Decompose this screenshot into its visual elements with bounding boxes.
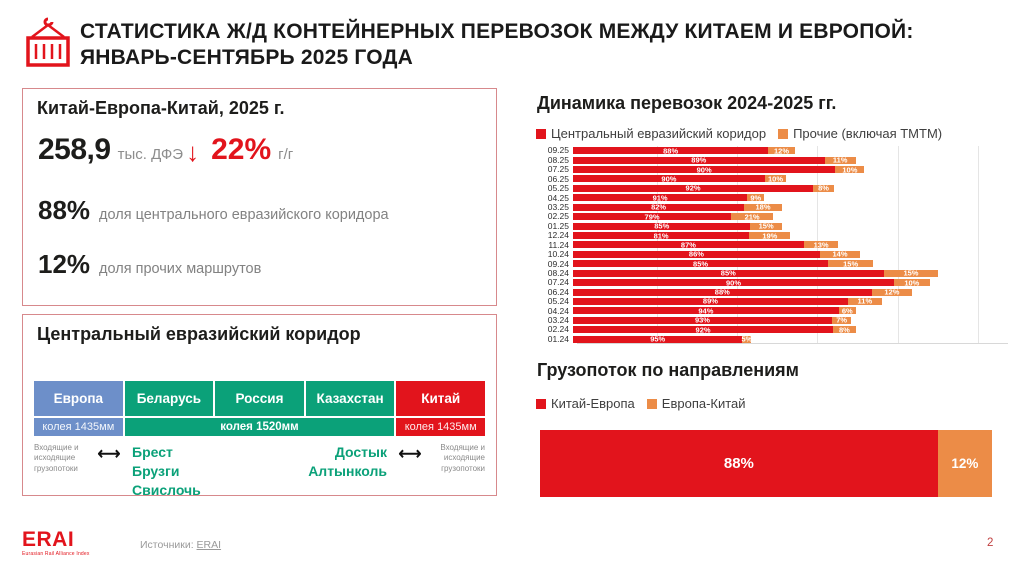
flows-note-right: Входящие и исходящие грузопотоки <box>440 443 485 473</box>
other-segment <box>804 241 838 248</box>
bar-track <box>573 317 1008 324</box>
bar-track <box>573 185 1008 192</box>
europe-china-segment <box>938 430 992 497</box>
dynamics-chart-row <box>537 250 1008 259</box>
other-segment <box>731 213 773 220</box>
other-segment-label: 12% <box>774 145 790 155</box>
month-label: 11.24 <box>548 239 569 250</box>
other-segment <box>833 326 856 333</box>
bar-track <box>573 194 1008 201</box>
corridor-segment-label: 79% <box>644 211 660 221</box>
other-segment <box>839 307 856 314</box>
erai-logo <box>22 529 90 557</box>
other-routes-share-value: 12% <box>38 249 91 279</box>
china-europe-segment <box>540 430 938 497</box>
bar-track <box>573 326 1008 333</box>
month-label: 04.25 <box>547 192 569 203</box>
other-segment-label: 9% <box>750 193 762 203</box>
month-label: 05.25 <box>547 183 569 194</box>
red-swatch-icon <box>536 399 546 409</box>
other-segment <box>894 279 930 286</box>
other-segment-label: 7% <box>836 315 848 325</box>
month-label: 10.24 <box>547 249 569 260</box>
other-segment <box>765 175 786 182</box>
corridor-segment <box>573 298 848 305</box>
month-label: 08.25 <box>547 154 569 165</box>
dynamics-chart-row <box>537 155 1008 164</box>
corridor-segment <box>573 213 731 220</box>
other-segment-label: 8% <box>839 324 850 334</box>
sources-link[interactable]: ERAI <box>196 539 222 551</box>
gauge-cell-1520: колея 1520мм <box>125 418 395 436</box>
summary-box <box>22 88 497 306</box>
summary-box-title: Китай-Европа-Китай, 2025 г. <box>37 98 285 118</box>
month-label: 02.25 <box>547 211 569 222</box>
stations-east: Достык Алтынколь <box>308 444 387 479</box>
page-title-line2: ЯНВАРЬ-СЕНТЯБРЬ 2025 ГОДА <box>80 46 414 69</box>
container-crane-icon <box>23 16 73 70</box>
corridor-segment <box>573 223 750 230</box>
other-segment-label: 8% <box>818 183 829 193</box>
bar-track <box>573 241 1008 248</box>
legend-label-other: Прочие (включая ТМТМ) <box>793 126 943 141</box>
other-segment <box>750 223 781 230</box>
china-europe-segment-label: 88% <box>723 455 754 472</box>
other-segment-label: 10% <box>904 277 920 287</box>
corridor-share-value: 88% <box>38 195 91 225</box>
legend-item-china-europe <box>536 396 635 411</box>
corridor-segment <box>573 251 820 258</box>
other-segment <box>820 251 860 258</box>
bar-track <box>573 147 1008 154</box>
bar-track <box>573 270 1008 277</box>
corridor-box-title: Центральный евразийский коридор <box>37 324 361 344</box>
corridor-segment-label: 89% <box>691 155 707 165</box>
europe-china-segment-label: 12% <box>951 456 979 471</box>
sources-label: Источники: <box>140 539 194 551</box>
corridor-segment-label: 85% <box>693 259 709 269</box>
orange-swatch-icon <box>647 399 657 409</box>
other-segment-label: 15% <box>758 221 774 231</box>
other-segment-label: 21% <box>744 211 760 221</box>
decrease-arrow-icon: ↓ <box>186 137 200 167</box>
month-label: 07.25 <box>547 164 569 175</box>
legend-label-china-europe: Китай-Европа <box>551 396 635 411</box>
dynamics-chart-title: Динамика перевозок 2024-2025 гг. <box>537 93 837 113</box>
country-cell-china: Китай <box>396 381 485 416</box>
dynamics-chart-row <box>537 146 1008 155</box>
dynamics-chart-row <box>537 334 1008 343</box>
corridor-segment <box>573 185 813 192</box>
stations-west: Брест Брузги Свислочь <box>132 444 201 498</box>
other-segment <box>848 298 882 305</box>
dynamics-chart <box>537 146 1008 344</box>
corridor-share-stat <box>38 195 389 226</box>
dynamics-chart-row <box>537 203 1008 212</box>
bar-track <box>573 289 1008 296</box>
other-segment <box>884 270 939 277</box>
month-label: 06.24 <box>547 286 569 297</box>
page-number: 2 <box>987 537 994 549</box>
other-segment <box>742 336 751 343</box>
other-segment <box>832 317 851 324</box>
corridor-segment <box>573 147 768 154</box>
other-segment-label: 11% <box>857 296 873 306</box>
sources-line <box>140 539 221 551</box>
corridor-segment <box>573 317 832 324</box>
volume-unit: тыс. ДФЭ <box>117 146 184 163</box>
dynamics-chart-row <box>537 231 1008 240</box>
month-label: 08.24 <box>547 267 569 278</box>
month-label: 01.25 <box>547 220 569 231</box>
country-cell-europe: Европа <box>34 381 123 416</box>
other-segment <box>835 166 864 173</box>
corridor-segment-label: 90% <box>696 164 712 174</box>
dynamics-chart-row <box>537 174 1008 183</box>
border-crossings-row <box>34 443 485 500</box>
directions-chart-title: Грузопоток по направлениям <box>537 360 799 380</box>
corridor-segment-label: 86% <box>688 249 704 259</box>
corridor-segment <box>573 166 835 173</box>
corridor-segment-label: 89% <box>702 296 718 306</box>
bar-track <box>573 251 1008 258</box>
bar-track <box>573 223 1008 230</box>
change-value: 22% <box>211 133 272 166</box>
gauge-cell-1435-left: колея 1435мм <box>34 418 123 436</box>
bar-track <box>573 175 1008 182</box>
other-segment <box>768 147 795 154</box>
other-segment-label: 18% <box>755 202 771 212</box>
bar-track <box>573 204 1008 211</box>
corridor-segment-label: 85% <box>720 268 736 278</box>
corridor-segment <box>573 232 749 239</box>
corridor-segment-label: 82% <box>651 202 667 212</box>
gauge-cell-1435-right: колея 1435мм <box>396 418 485 436</box>
month-label: 05.24 <box>547 296 569 307</box>
corridor-segment-label: 88% <box>663 145 679 155</box>
other-segment-label: 11% <box>832 155 848 165</box>
corridor-segment <box>573 289 872 296</box>
country-cell-kazakhstan: Казахстан <box>306 381 395 416</box>
corridor-segment <box>573 175 765 182</box>
corridor-segment-label: 81% <box>653 230 669 240</box>
month-label: 06.25 <box>547 173 569 184</box>
corridor-segment <box>573 279 894 286</box>
other-segment-label: 6% <box>841 306 853 316</box>
directions-legend <box>536 396 746 411</box>
other-segment-label: 12% <box>884 287 900 297</box>
bar-track <box>573 260 1008 267</box>
change-unit: г/г <box>278 146 294 163</box>
country-cell-belarus: Беларусь <box>125 381 214 416</box>
bar-track <box>573 157 1008 164</box>
corridor-segment-label: 87% <box>680 240 696 250</box>
month-label: 04.24 <box>547 305 569 316</box>
other-segment <box>825 157 856 164</box>
erai-logo-tagline: Eurasian Rail Alliance Index <box>22 551 90 557</box>
dynamics-legend <box>536 126 942 141</box>
dynamics-chart-row <box>537 325 1008 334</box>
month-label: 09.25 <box>547 145 569 156</box>
bar-track <box>573 279 1008 286</box>
other-segment-label: 15% <box>843 259 859 269</box>
dynamics-chart-row <box>537 306 1008 315</box>
dynamics-chart-row <box>537 184 1008 193</box>
legend-label-europe-china: Европа-Китай <box>661 396 746 411</box>
other-segment <box>813 185 834 192</box>
legend-item-other <box>778 126 942 141</box>
corridor-segment-label: 91% <box>652 193 668 203</box>
other-routes-share-label: доля прочих маршрутов <box>99 261 262 277</box>
flows-note-left: Входящие и исходящие грузопотоки <box>34 443 79 473</box>
bar-track <box>573 166 1008 173</box>
other-segment-label: 5% <box>741 334 753 344</box>
corridor-segment <box>573 326 833 333</box>
dynamics-chart-row <box>537 259 1008 268</box>
corridor-segment-label: 85% <box>654 221 670 231</box>
bar-track <box>573 307 1008 314</box>
corridor-segment-label: 92% <box>685 183 701 193</box>
dynamics-chart-row <box>537 193 1008 202</box>
volume-stat <box>38 133 293 167</box>
corridor-segment <box>573 194 747 201</box>
dynamics-chart-row <box>537 165 1008 174</box>
corridor-segment <box>573 307 839 314</box>
dynamics-chart-row <box>537 221 1008 230</box>
corridor-segment <box>573 336 742 343</box>
corridor-segment <box>573 260 828 267</box>
legend-label-corridor: Центральный евразийский коридор <box>551 126 767 141</box>
other-segment-label: 10% <box>767 174 783 184</box>
legend-item-corridor <box>536 126 766 141</box>
corridor-share-label: доля центрального евразийского коридора <box>99 207 389 223</box>
bar-track <box>573 298 1008 305</box>
month-label: 12.24 <box>547 230 569 241</box>
other-segment-label: 15% <box>903 268 919 278</box>
double-arrow-icon-right: ⟷ <box>398 446 422 463</box>
bar-track <box>573 336 1008 343</box>
page-title-line1: СТАТИСТИКА Ж/Д КОНТЕЙНЕРНЫХ ПЕРЕВОЗОК МЕЖДУ КИТАЕМ И ЕВРОПОЙ: <box>80 20 914 43</box>
corridor-segment-label: 90% <box>725 277 742 287</box>
other-segment <box>747 194 764 201</box>
orange-swatch-icon <box>778 129 788 139</box>
page-title <box>80 19 914 71</box>
country-cell-russia: Россия <box>215 381 304 416</box>
other-segment <box>744 204 782 211</box>
bar-track <box>573 232 1008 239</box>
legend-item-europe-china <box>647 396 746 411</box>
dynamics-chart-row <box>537 268 1008 277</box>
other-segment-label: 13% <box>813 240 829 250</box>
dynamics-chart-row <box>537 316 1008 325</box>
corridor-segment <box>573 241 804 248</box>
corridor-segment <box>573 270 884 277</box>
corridor-segment <box>573 157 825 164</box>
corridor-segment-label: 93% <box>694 315 710 325</box>
directions-bar <box>540 430 992 497</box>
month-label: 07.24 <box>547 277 569 288</box>
dynamics-chart-row <box>537 297 1008 306</box>
corridor-table <box>34 381 485 436</box>
other-segment-label: 10% <box>842 164 858 174</box>
corridor-segment-label: 88% <box>714 287 730 297</box>
corridor-box <box>22 314 497 496</box>
corridor-segment <box>573 204 744 211</box>
dynamics-chart-row <box>537 240 1008 249</box>
other-segment <box>749 232 790 239</box>
month-label: 09.24 <box>547 258 569 269</box>
red-swatch-icon <box>536 129 546 139</box>
erai-logo-name: ERAI <box>22 528 75 551</box>
month-label: 02.24 <box>547 324 569 335</box>
other-segment <box>828 260 873 267</box>
dynamics-chart-rows <box>537 146 1008 344</box>
corridor-segment-label: 90% <box>661 174 677 184</box>
other-routes-share-stat <box>38 249 261 280</box>
dynamics-chart-row <box>537 278 1008 287</box>
bar-track <box>573 213 1008 220</box>
other-segment <box>872 289 913 296</box>
double-arrow-icon-left: ⟷ <box>97 446 121 463</box>
other-segment-label: 19% <box>762 230 778 240</box>
month-label: 03.25 <box>547 201 569 212</box>
corridor-segment-label: 94% <box>698 306 714 316</box>
dynamics-chart-row <box>537 212 1008 221</box>
dynamics-chart-row <box>537 287 1008 296</box>
month-label: 01.24 <box>547 333 569 344</box>
other-segment-label: 14% <box>832 249 848 259</box>
volume-value: 258,9 <box>38 133 111 166</box>
corridor-segment-label: 92% <box>695 324 711 334</box>
month-label: 03.24 <box>547 315 569 326</box>
corridor-segment-label: 95% <box>650 334 666 344</box>
